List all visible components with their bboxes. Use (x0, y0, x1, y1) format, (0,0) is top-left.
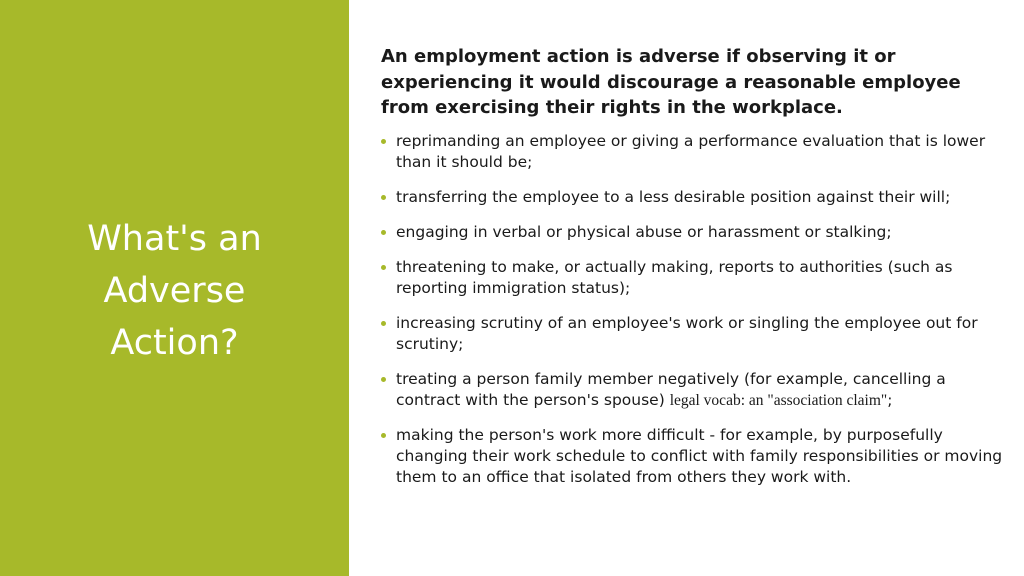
bullet-icon (381, 433, 386, 438)
bullet-text: transferring the employee to a less desirable position against their will; (396, 187, 951, 206)
title-panel (0, 0, 349, 576)
list-item (381, 313, 1006, 355)
bullet-text: increasing scrutiny of an employee's work or singling the employee out for scrutiny; (396, 313, 978, 353)
list-item (381, 131, 1006, 173)
bullet-icon (381, 265, 386, 270)
bullet-text: making the person's work more difficult - for example, by purposefully changing their work schedule to conflict with family responsibilities or moving them to an office that isolated from others they work with. (396, 425, 1003, 486)
intro-text: An employment action is adverse if observing it or experiencing it would discourage a reasonable employee from exercising their rights in the workplace. (381, 46, 961, 118)
list-item (381, 369, 1006, 411)
bullet-icon (381, 195, 386, 200)
slide-title: What's an Adverse Action? (87, 219, 262, 363)
bullet-text: engaging in verbal or physical abuse or harassment or stalking; (396, 222, 892, 241)
content-area (381, 44, 1006, 502)
bullet-icon (381, 139, 386, 144)
bullet-icon (381, 377, 386, 382)
bullet-text: reprimanding an employee or giving a performance evaluation that is lower than it should be; (396, 131, 986, 171)
bullet-list (381, 131, 1006, 488)
list-item (381, 257, 1006, 299)
legal-vocab-note: legal vocab: an "association claim" (669, 391, 888, 409)
list-item (381, 187, 1006, 208)
bullet-icon (381, 321, 386, 326)
bullet-icon (381, 230, 386, 235)
bullet-text: treating a person family member negatively (for example, cancelling a contract with the person's spouse) (396, 369, 946, 409)
list-item (381, 222, 1006, 243)
bullet-text: threatening to make, or actually making, reports to authorities (such as reporting immigration status); (396, 257, 953, 297)
list-item (381, 425, 1006, 488)
bullet-suffix: ; (887, 390, 893, 409)
